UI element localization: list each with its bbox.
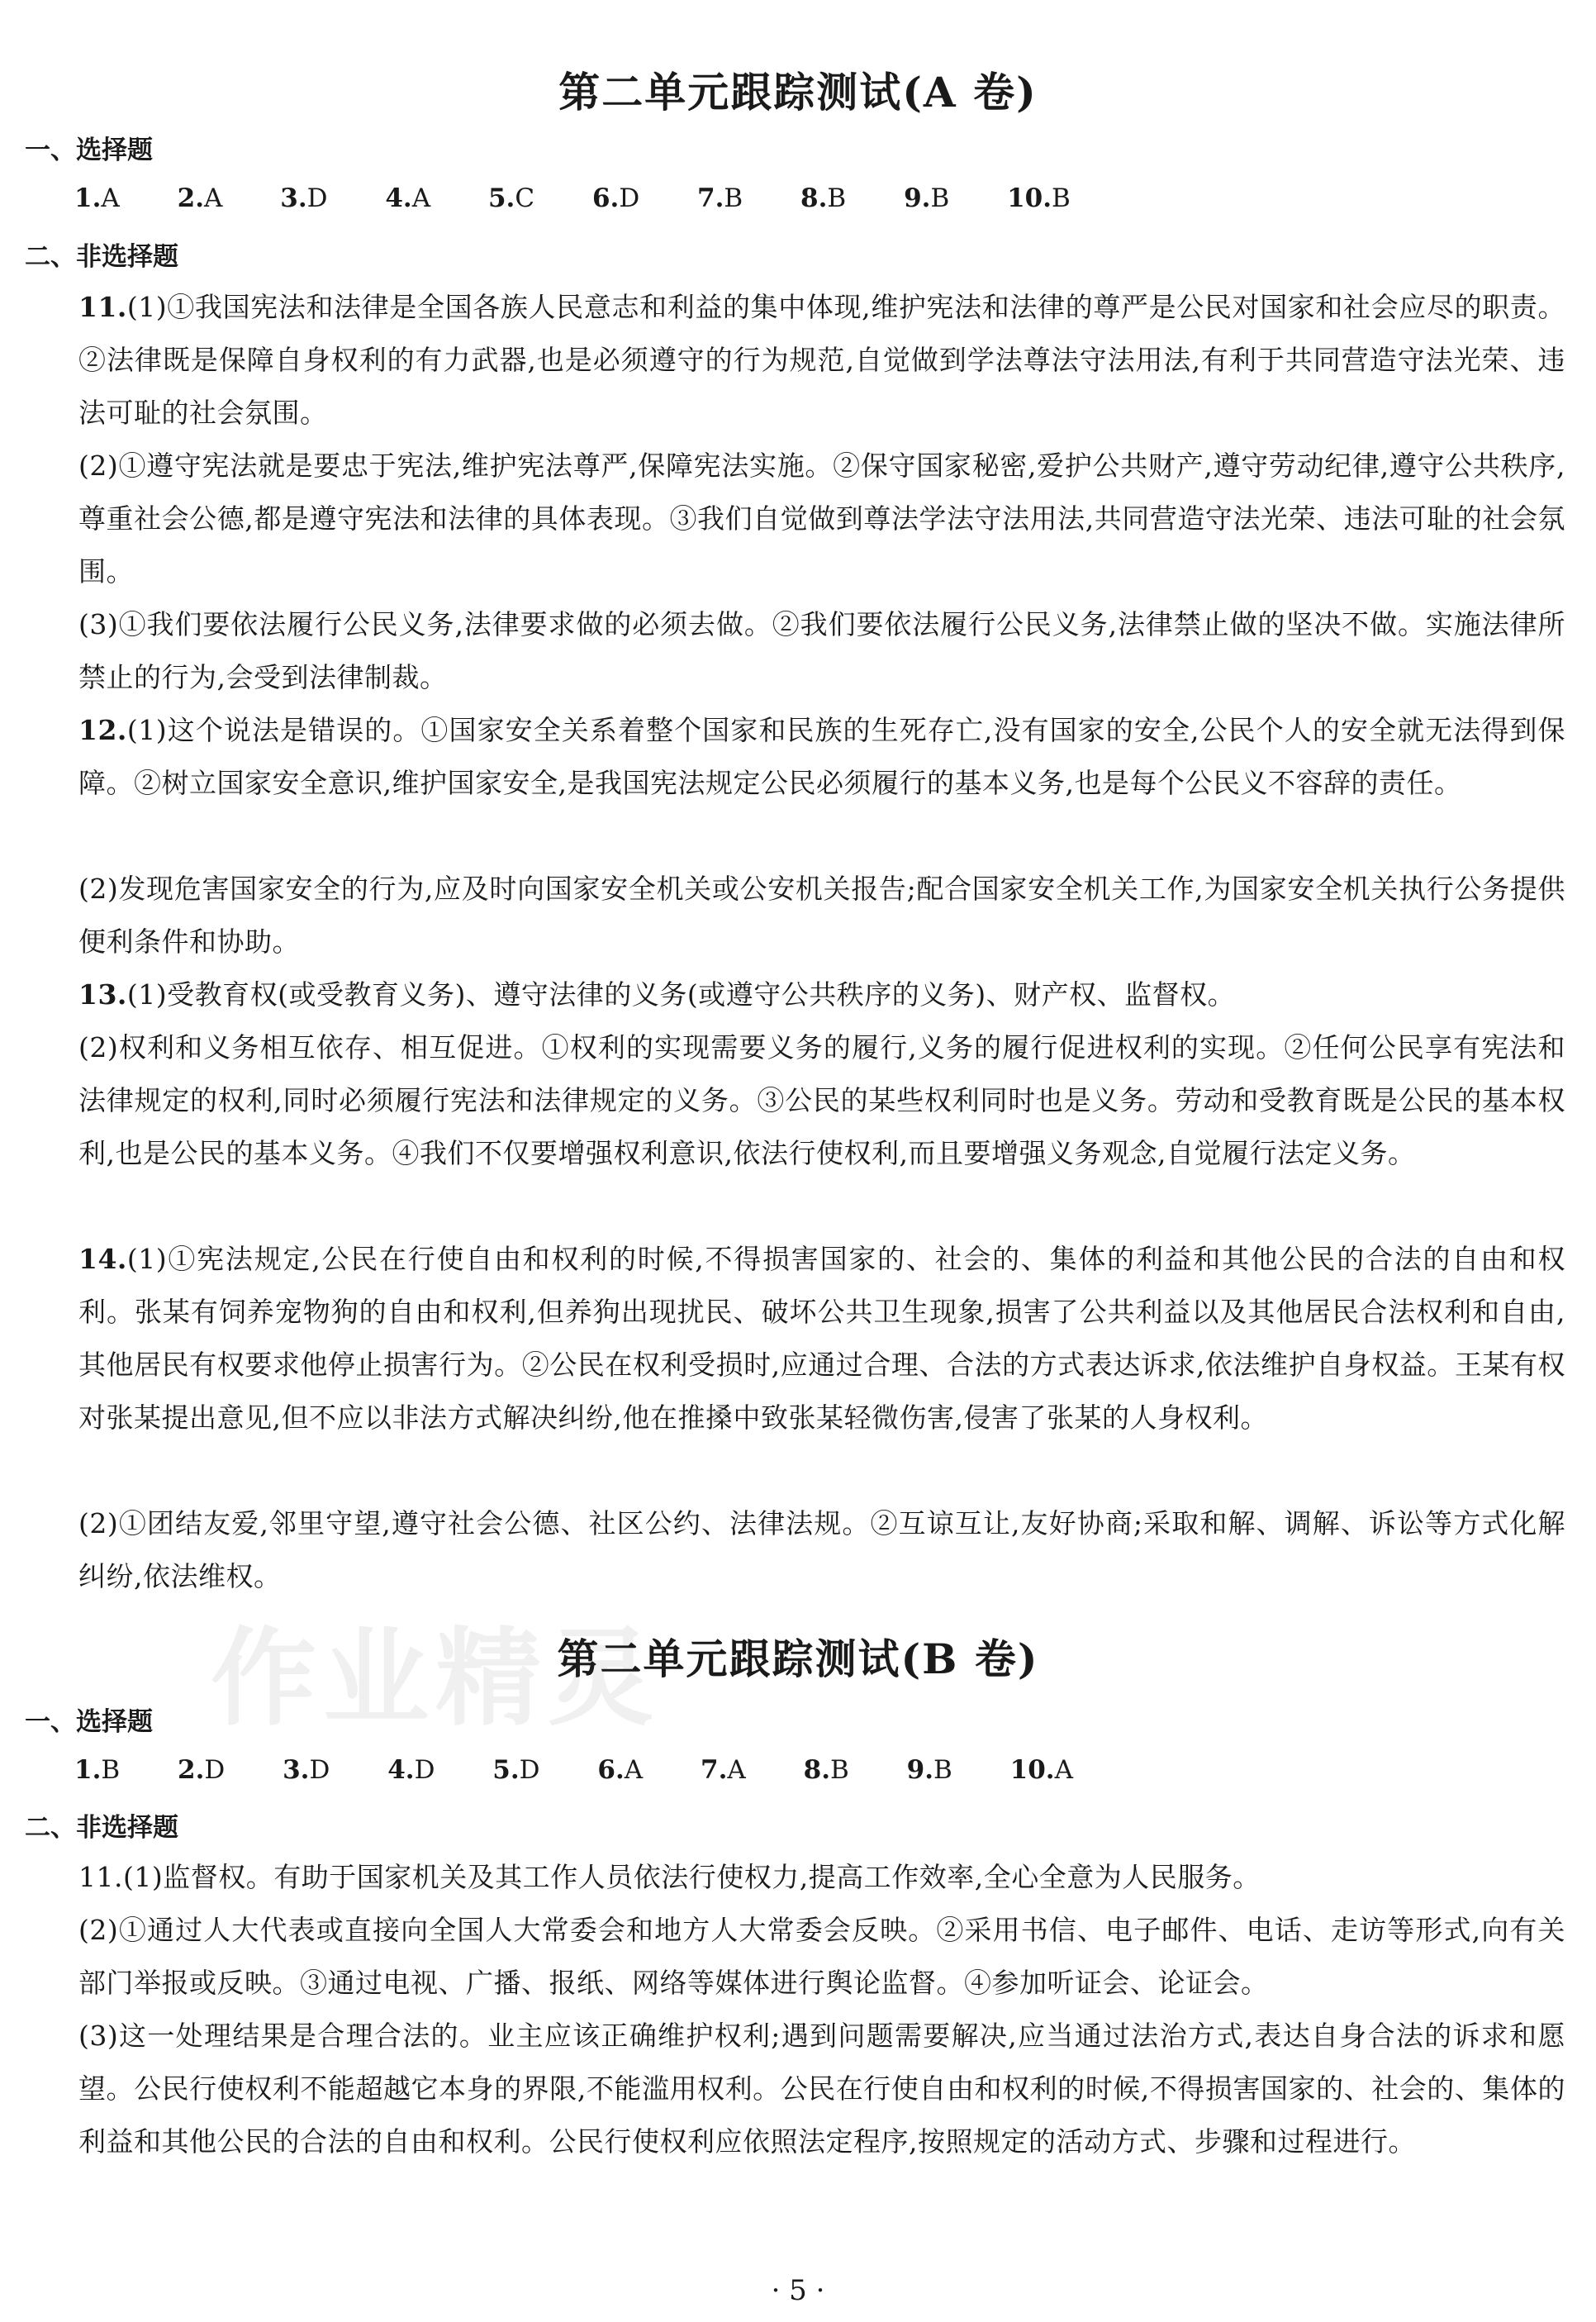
answer-item: 4.A: [385, 183, 431, 213]
test-a-title: 第二单元跟踪测试(A 卷): [558, 68, 1038, 117]
answer-item: 4.D: [387, 1755, 435, 1785]
test-b-q11-part2: (2)①通过人大代表或直接向全国人大常委会和地方人大常委会反映。②采用书信、电子邮件、电话、走访等形式,向有关部门举报或反映。③通过电视、广播、报纸、网络等媒体进行舆论监督。④参加听证会、论证会。: [78, 1914, 1565, 1999]
answer-item: 3.D: [280, 183, 328, 213]
answer-item: 2.A: [177, 183, 223, 213]
test-b-q11-part3: (3)这一处理结果是合理合法的。业主应该正确维护权利;遇到问题需要解决,应当通过法治方式,表达自身合法的诉求和愿望。公民行使权利不能超越它本身的界限,不能滥用权利。公民在行使自由和权利的时候,不得损害国家的、社会的、集体的利益和其他公民的合法的自由和权利。公民行使权利应依照法定程序,按照规定的活动方式、步骤和过程进行。: [78, 2020, 1565, 2158]
test-a-q11-part3: (3)①我们要依法履行公民义务,法律要求做的必须去做。②我们要依法履行公民义务,法律禁止做的坚决不做。实施法律所禁止的行为,会受到法律制裁。: [78, 608, 1565, 693]
answer-item: 6.D: [591, 183, 640, 213]
answer-item: 6.A: [597, 1755, 644, 1785]
answer-item: 1.B: [74, 1755, 121, 1785]
answer-item: 7.B: [697, 183, 743, 213]
test-b-title: 第二单元跟踪测试(B 卷): [557, 1634, 1039, 1683]
answer-item: 7.A: [701, 1755, 746, 1785]
test-b-section-choice: 一、选择题: [25, 1707, 153, 1737]
test-a-section-choice: 一、选择题: [25, 136, 153, 165]
answer-item: 10.A: [1009, 1755, 1073, 1785]
answer-item: 9.B: [904, 183, 950, 213]
test-a-choice-answers: [74, 183, 1120, 213]
test-a-q13-part2: (2)权利和义务相互依存、相互促进。①权利的实现需要义务的履行,义务的履行促进权利的实现。②任何公民享有宪法和法律规定的权利,同时必须履行宪法和法律规定的义务。③公民的某些权利同时也是义务。劳动和受教育既是公民的基本权利,也是公民的基本义务。④我们不仅要增强权利意识,依法行使权利,而且要增强义务观念,自觉履行法定义务。: [78, 1031, 1565, 1169]
answer-item: 9.B: [906, 1755, 952, 1785]
test-a-section-nonchoice: 二、非选择题: [25, 242, 178, 272]
test-a-q11-part1: 11.(1)①我国宪法和法律是全国各族人民意志和利益的集中体现,维护宪法和法律的尊严是公民对国家和社会应尽的职责。②法律既是保障自身权利的有力武器,也是必须遵守的行为规范,自觉做到学法尊法守法用法,有利于共同营造守法光荣、违法可耻的社会氛围。: [78, 291, 1565, 429]
answer-item: 10.B: [1007, 183, 1071, 213]
test-a-q11-part2: (2)①遵守宪法就是要忠于宪法,维护宪法尊严,保障宪法实施。②保守国家秘密,爱护公共财产,遵守劳动纪律,遵守公共秩序,尊重社会公德,都是遵守宪法和法律的具体表现。③我们自觉做到尊法学法守法用法,共同营造守法光荣、违法可耻的社会氛围。: [78, 450, 1565, 588]
page-number: · 5 ·: [771, 2274, 825, 2307]
test-b-q11-part1: 11.(1)监督权。有助于国家机关及其工作人员依法行使权力,提高工作效率,全心全意为人民服务。: [78, 1861, 1261, 1893]
test-a-q12-part1: 12.(1)这个说法是错误的。①国家安全关系着整个国家和民族的生死存亡,没有国家的安全,公民个人的安全就无法得到保障。②树立国家安全意识,维护国家安全,是我国宪法规定公民必须履行的基本义务,也是每个公民义不容辞的责任。: [78, 714, 1565, 799]
answer-item: 8.B: [803, 1755, 849, 1785]
test-a-q14-part1: 14.(1)①宪法规定,公民在行使自由和权利的时候,不得损害国家的、社会的、集体的利益和其他公民的合法的自由和权利。张某有饲养宠物狗的自由和权利,但养狗出现扰民、破坏公共卫生现象,损害了公共利益以及其他居民合法权利和自由,其他居民有权要求他停止损害行为。②公民在权利受损时,应通过合理、合法的方式表达诉求,依法维护自身权益。王某有权对张某提出意见,但不应以非法方式解决纠纷,他在推搡中致张某轻微伤害,侵害了张某的人身权利。: [78, 1243, 1565, 1434]
test-b-section-nonchoice: 二、非选择题: [25, 1813, 178, 1843]
answer-item: 3.D: [283, 1755, 330, 1785]
answer-item: 8.B: [800, 183, 847, 213]
watermark: 作业精灵: [211, 1617, 661, 1740]
test-a-q12-part2: (2)发现危害国家安全的行为,应及时向国家安全机关或公安机关报告;配合国家安全机关工作,为国家安全机关执行公务提供便利条件和协助。: [78, 873, 1565, 958]
answer-item: 2.D: [178, 1755, 226, 1785]
answer-item: 1.A: [74, 183, 120, 213]
test-a-q13-part1: 13.(1)受教育权(或受教育义务)、遵守法律的义务(或遵守公共秩序的义务)、财产权、监督权。: [78, 978, 1236, 1011]
answer-item: 5.C: [487, 183, 535, 213]
test-a-q14-part2: (2)①团结友爱,邻里守望,遵守社会公德、社区公约、法律法规。②互谅互让,友好协商;采取和解、调解、诉讼等方式化解纠纷,依法维权。: [78, 1507, 1565, 1592]
test-b-choice-answers: [74, 1755, 1123, 1785]
answer-item: 5.D: [492, 1755, 540, 1785]
